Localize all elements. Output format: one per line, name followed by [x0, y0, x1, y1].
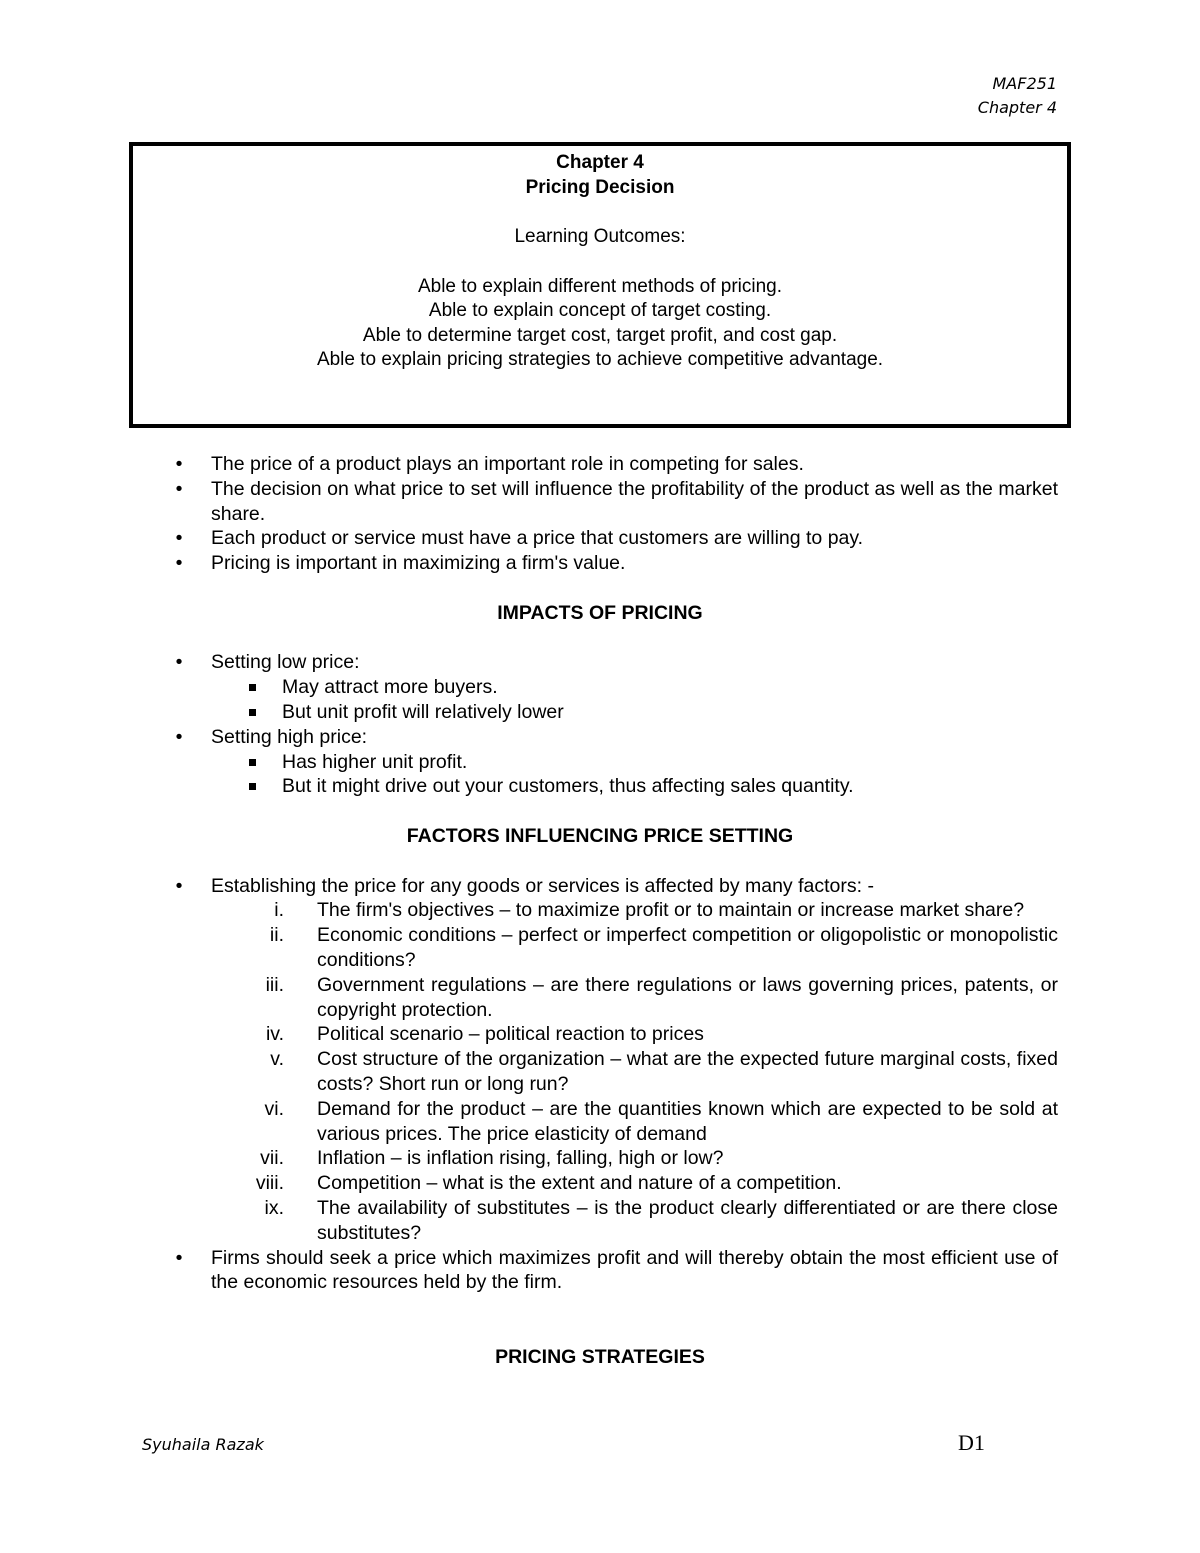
outcome-item: Able to explain pricing strategies to achieve competitive advantage. [316, 349, 884, 370]
numbered-item: ii. Economic conditions – perfect or imperfect competition or oligopolistic or monopolistic conditions? [269, 924, 1058, 971]
outcome-item: Able to explain concept of target costing. [428, 300, 772, 321]
numbered-item: vii. Inflation – is inflation rising, falling, high or low? [260, 1147, 724, 1170]
bullet-item: • The decision on what price to set will influence the profitability of the product as well as the market share. [175, 477, 1058, 525]
footer-page-number: D1 [958, 1430, 985, 1455]
section-heading-strategies: PRICING STRATEGIES [495, 1345, 705, 1368]
sub-bullet-item: May attract more buyers. [172, 675, 1058, 700]
learning-outcomes-box [129, 142, 1071, 428]
outcomes-label: Learning Outcomes: [514, 226, 686, 247]
numbered-item: i. The firm's objectives – to maximize profit or to maintain or increase market share? [274, 899, 1025, 922]
sub-bullet-item: But unit profit will relatively lower [172, 700, 1058, 725]
sub-bullet-item: But it might drive out your customers, thus affecting sales quantity. [172, 774, 1058, 799]
footer-author: Syuhaila Razak [142, 1435, 264, 1454]
section-heading-impacts: IMPACTS OF PRICING [497, 601, 703, 624]
bullet-item: • Setting low price: [175, 651, 360, 674]
page-header [978, 72, 1057, 120]
numbered-item: v. Cost structure of the organization – what are the expected future marginal costs, fixed costs? Short run or long run? [270, 1048, 1058, 1095]
bullet-item: • Firms should seek a price which maximizes profit and will thereby obtain the most efficient use of the economic resources held by the firm. [175, 1246, 1058, 1294]
bullet-item: • The price of a product plays an important role in competing for sales. [175, 453, 804, 475]
sub-bullet-item: Has higher unit profit. [172, 750, 1058, 775]
numbered-item: ix. The availability of substitutes – is the product clearly differentiated or are there close substitutes? [264, 1196, 1058, 1244]
numbered-item: viii. Competition – what is the extent and nature of a competition. [255, 1172, 842, 1195]
main-content [172, 452, 1058, 1369]
bullet-item: • Each product or service must have a price that customers are willing to pay. [175, 527, 864, 550]
numbered-item: vi. Demand for the product – are the quantities known which are expected to be sold at various prices. The price elasticity of demand [264, 1097, 1058, 1145]
numbered-item: iii. Government regulations – are there regulations or laws governing prices, patents, or copyright protection. [265, 973, 1058, 1021]
bullet-item: • Establishing the price for any goods or services is affected by many factors: - [175, 874, 874, 897]
numbered-item: iv. Political scenario – political reaction to prices [265, 1023, 704, 1046]
outcome-item: Able to determine target cost, target profit, and cost gap. [362, 324, 838, 346]
bullet-item: • Setting high price: [175, 725, 368, 748]
outcome-item: Able to explain different methods of pricing. [417, 275, 783, 297]
chapter-subtitle: Pricing Decision [525, 176, 675, 198]
section-heading-factors: FACTORS INFLUENCING PRICE SETTING [406, 824, 794, 847]
header-chapter: Chapter 4 [977, 98, 1057, 117]
chapter-title: Chapter 4 [556, 152, 644, 173]
course-code: MAF251 [992, 74, 1057, 93]
bullet-item: • Pricing is important in maximizing a firm's value. [175, 552, 626, 575]
